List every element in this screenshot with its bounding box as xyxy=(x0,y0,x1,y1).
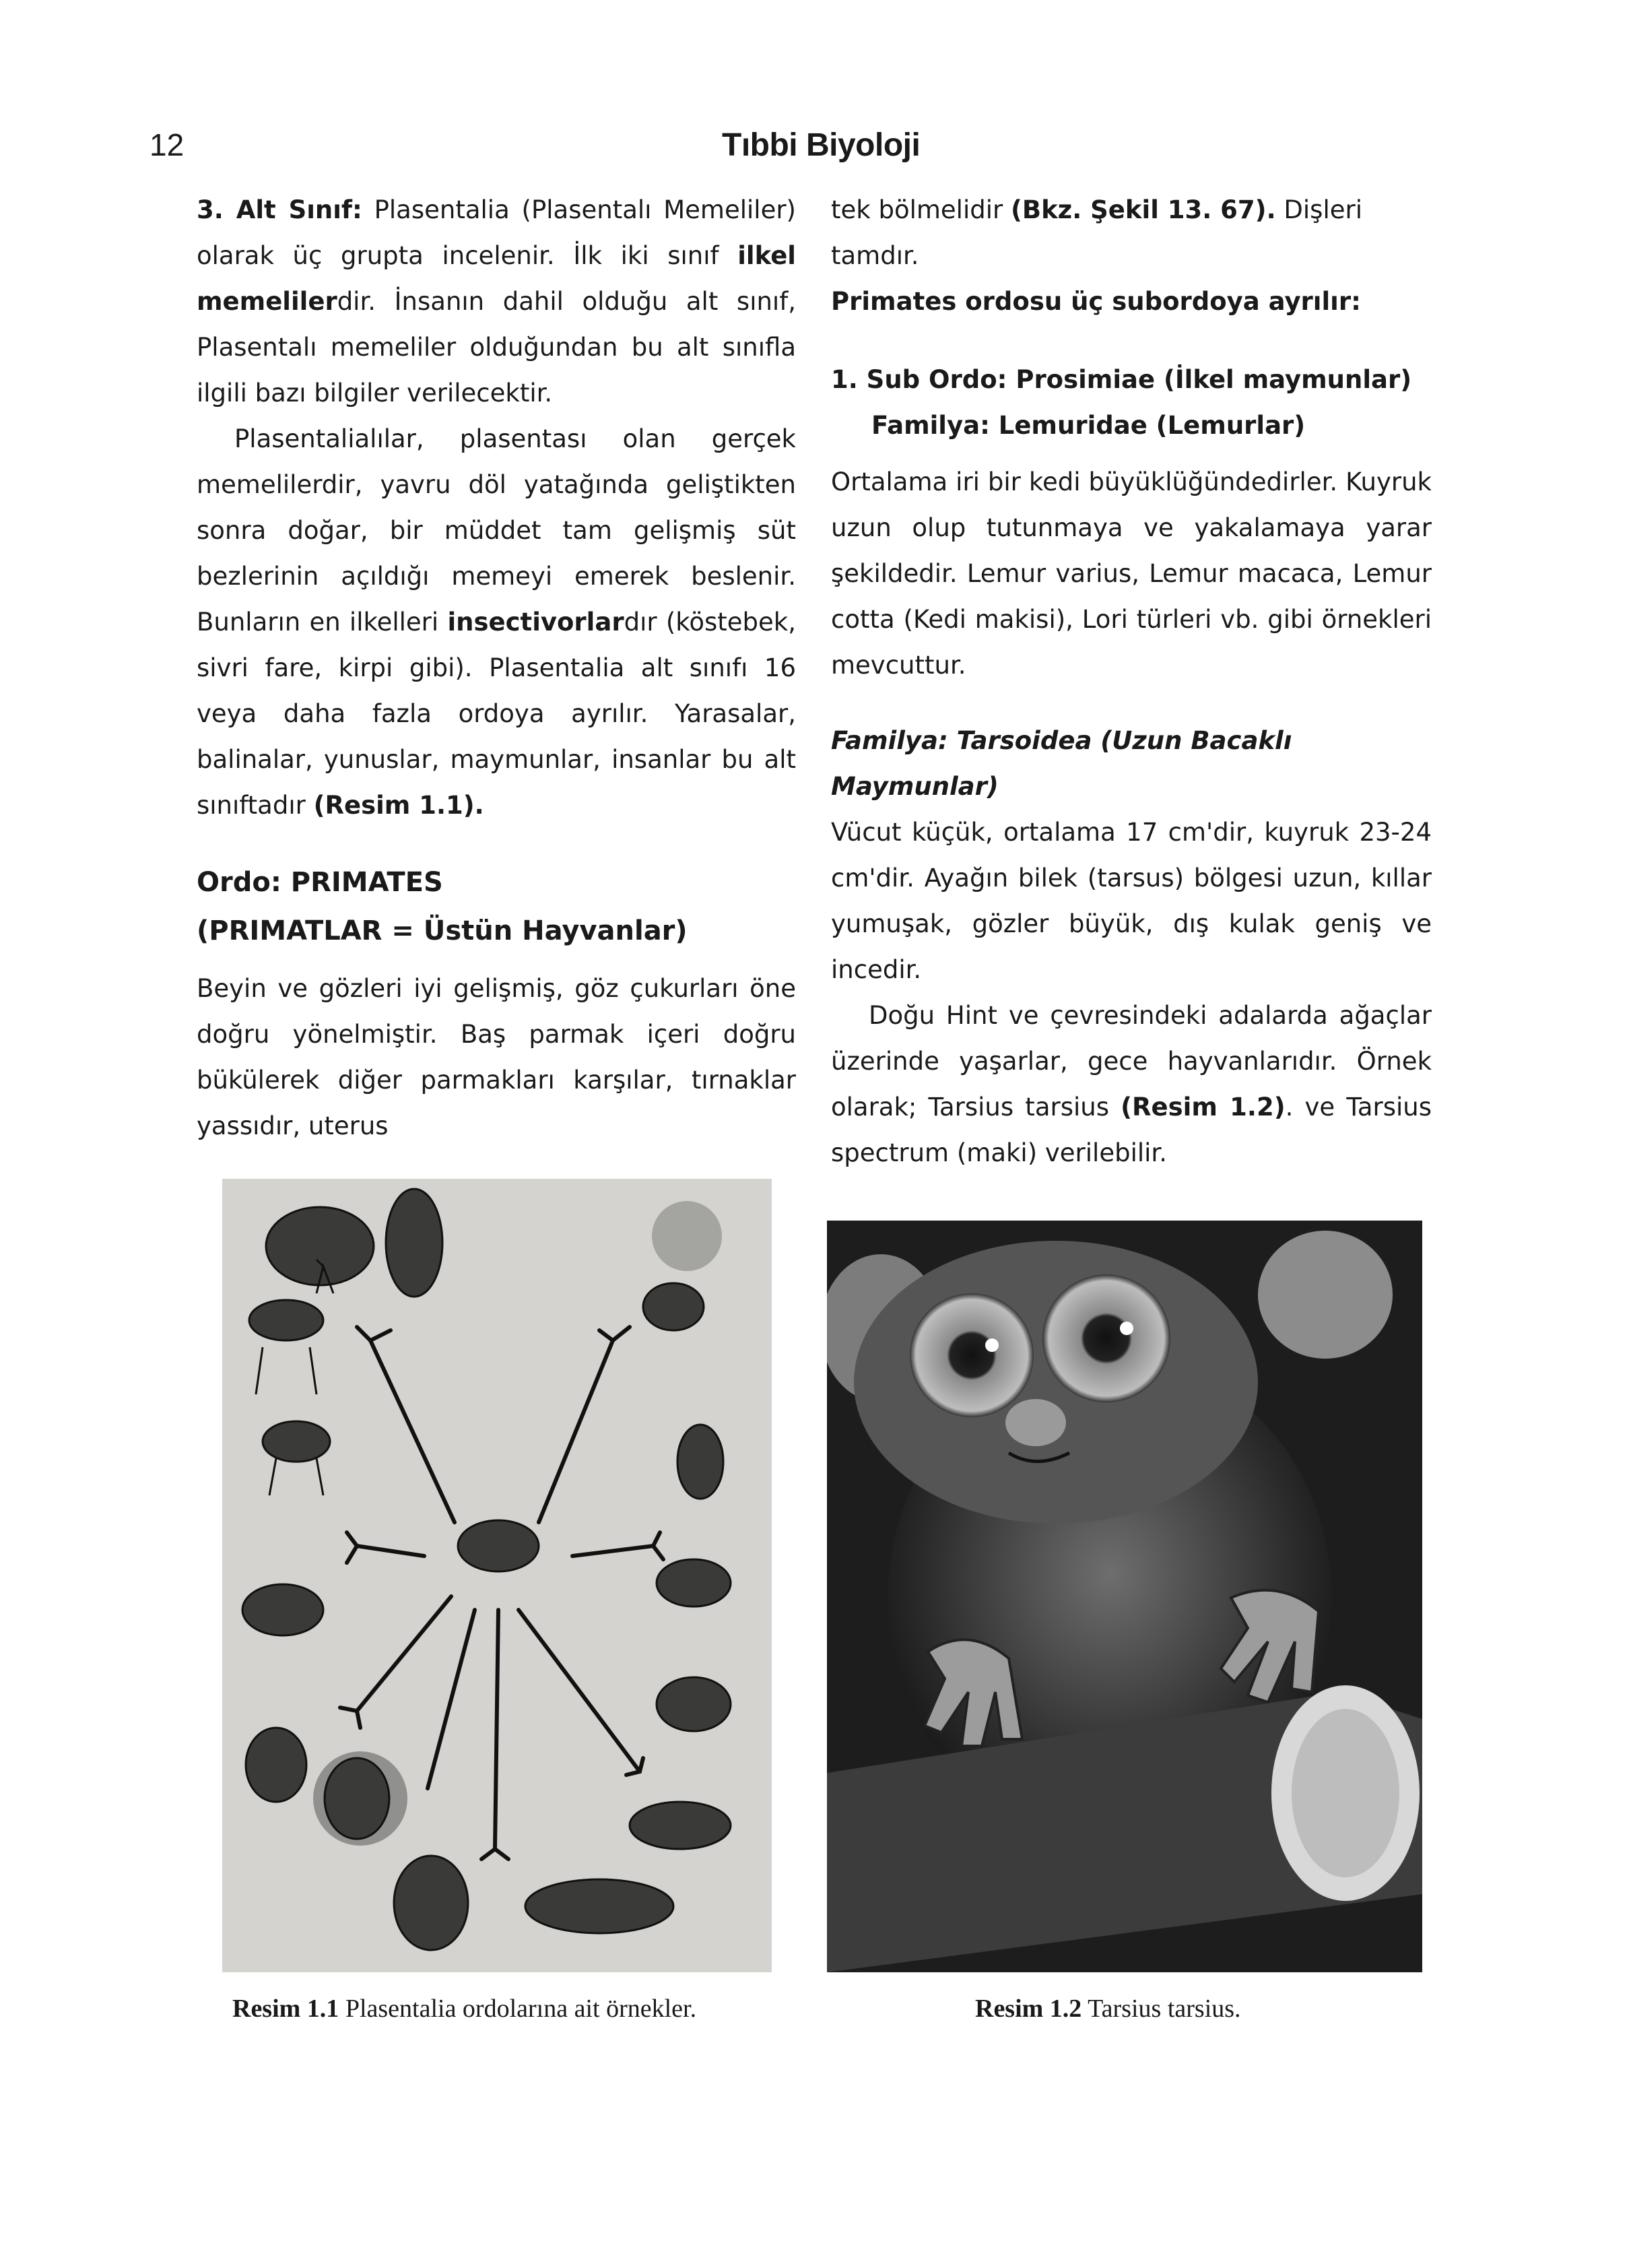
suborder-item: 1. Sub Ordo: Prosimiae (İlkel maymunlar) xyxy=(831,365,1412,394)
radiation-diagram xyxy=(222,1179,772,1972)
bold-term: insectivorlar xyxy=(447,608,624,637)
figure-caption-1: Resim 1.1 Plasentalia ordolarına ait örnekler. xyxy=(232,1995,697,2023)
paragraph-uterus: tek bölmelidir (Bkz. Şekil 13. 67). Dişleri tamdır. xyxy=(831,195,1362,270)
left-column xyxy=(197,187,796,1149)
figure-caption-2: Resim 1.2 Tarsius tarsius. xyxy=(975,1995,1241,2023)
family-lemuridae: Familya: Lemuridae (Lemurlar) xyxy=(871,411,1306,440)
paragraph-primates: Beyin ve gözleri iyi gelişmiş, göz çukurları öne doğru yönelmiştir. Baş parmak içeri doğru bükülerek diğer parmakları karşılar, tırnaklar yassıdır, uterus xyxy=(197,974,796,1140)
page-number: 12 xyxy=(149,127,185,162)
caption-label: Resim 1.2 xyxy=(975,1995,1082,2023)
figure-placental-orders xyxy=(222,1179,772,1972)
tarsius-illustration xyxy=(827,1221,1422,1972)
paragraph-lemurs: Ortalama iri bir kedi büyüklüğündedirler. Kuyruk uzun olup tutunmaya ve yakalamaya yarar şekildedir. Lemur varius, Lemur macaca, Lemur cotta (Kedi makisi), Lori türleri vb. gibi örnekleri mevcuttur. xyxy=(831,467,1432,680)
section-subheading: (PRIMATLAR = Üstün Hayvanlar) xyxy=(197,915,688,946)
paragraph-placentals: Plasentalialılar, plasentası olan gerçek memelilerdir, yavru döl yatağında geliştikten sonra doğar, bir müddet tam gelişmiş süt bezlerinin açıldığı memeyi emerek beslenir. Bunların en ilkelleri insectivorlardır (köstebek, sivri fare, kirpi gibi). Plasentalia alt sınıfı 16 veya daha fazla ordoya ayrılır. Yarasalar, balinalar, yunuslar, maymunlar, insanlar bu alt sınıftadır (Resim 1.1). xyxy=(197,424,796,820)
caption-label: Resim 1.1 xyxy=(232,1995,339,2023)
paragraph-plasentalia: 3. Alt Sınıf: Plasentalia (Plasentalı Memeliler) olarak üç grupta incelenir. İlk iki sınıf ilkel memelilerdir. İnsanın dahil olduğu alt sınıf, Plasentalı memeliler olduğundan bu alt sınıfla ilgili bazı bilgiler verilecektir. xyxy=(197,195,796,408)
figure-reference: (Bkz. Şekil 13. 67). xyxy=(1010,195,1276,224)
family-tarsoidea: Familya: Tarsoidea (Uzun Bacaklı Maymunlar) xyxy=(831,726,1292,801)
right-column xyxy=(831,187,1432,1176)
paragraph-habitat: Doğu Hint ve çevresindeki adalarda ağaçlar üzerinde yaşarlar, gece hayvanlarıdır. Örnek olarak; Tarsius tarsius (Resim 1.2). ve Tarsius spectrum (maki) verilebilir. xyxy=(831,1001,1432,1167)
paragraph-suborders: Primates ordosu üç subordoya ayrılır: xyxy=(831,287,1361,316)
figure-reference: (Resim 1.1). xyxy=(313,791,484,820)
figure-reference: (Resim 1.2) xyxy=(1121,1093,1286,1122)
section-heading: Ordo: PRIMATES xyxy=(197,867,443,898)
bold-term: ilkel memeliler xyxy=(197,241,796,316)
paragraph-tarsius: Vücut küçük, ortalama 17 cm'dir, kuyruk 23-24 cm'dir. Ayağın bilek (tarsus) bölgesi uzun, kıllar yumuşak, gözler büyük, dış kulak geniş ve incedir. xyxy=(831,818,1432,984)
running-title: Tıbbi Biyoloji xyxy=(722,127,921,163)
subclass-label: 3. Alt Sınıf: xyxy=(197,195,362,224)
figure-tarsius-photo xyxy=(827,1221,1422,1972)
